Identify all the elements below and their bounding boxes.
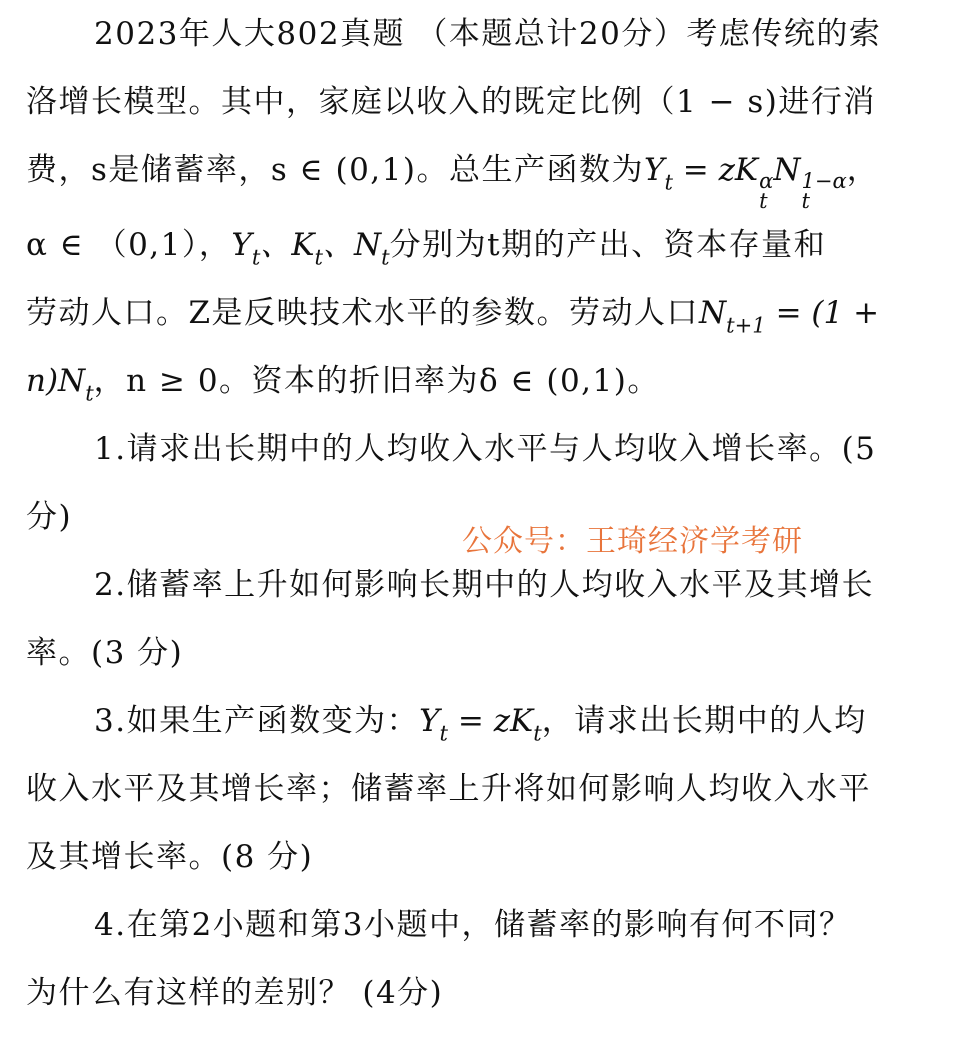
question-3-line-1-a: 3.如果生产函数变为： (94, 703, 420, 740)
labor-growth-formula-start: $N_{t+1} = (1$ + (699, 295, 880, 338)
intro-line-5 (26, 279, 932, 347)
question-1-line-2: 分) (26, 499, 73, 536)
question-2-line-1: 2.储蓄率上升如何影响长期中的人均收入水平及其增长 (94, 567, 875, 604)
question-3-line-1-b: ，请求出长期中的人均 (541, 703, 867, 740)
question-1-line-1: 1.请求出长期中的人均收入水平与人均收入增长率。(5 (94, 431, 877, 468)
intro-line-4 (26, 211, 932, 279)
intro-line-1: 2023年人大802真题 （本题总计20分）考虑传统的索 (94, 16, 882, 52)
watermark-text: 公众号：王琦经济学考研 (462, 525, 803, 558)
question-3 (26, 687, 932, 891)
question-4-line-2: 为什么有这样的差别？ (4分) (26, 975, 444, 1012)
variables-formula: $Y_t$、$K_t$、$N_t$ (231, 227, 390, 270)
question-3-line-2: 收入水平及其增长率；储蓄率上升将如何影响人均收入水平 (26, 771, 871, 808)
question-2-line-2: 率。(3 分) (26, 635, 184, 672)
intro-line-3: 费，s是储蓄率，s ∈ (0,1)。总生产函数为$Y_t$ = zK α t N 1−α t ， (26, 152, 880, 214)
question-4-line-1: 4.在第2小题和第3小题中，储蓄率的影响有何不同？ (94, 907, 852, 944)
intro-paragraph (26, 0, 932, 415)
intro-line-4-b: 分别为t期的产出、资本存量和 (389, 227, 827, 264)
document-page (26, 0, 932, 1027)
intro-line-6 (26, 347, 932, 415)
production-function-formula: $Y_t$ = zK α t N 1−α t (643, 152, 847, 214)
question-4 (26, 891, 932, 1027)
question-2 (26, 551, 932, 687)
question-3-line-1 (26, 687, 932, 755)
intro-line-6-text: ，n ≥ 0。资本的折旧率为δ ∈ (0,1)。 (93, 363, 660, 400)
intro-line-4-a: α ∈ （0,1）， (26, 227, 232, 264)
intro-line-5-text: 劳动人口。Z是反映技术水平的参数。劳动人口 (26, 295, 700, 332)
labor-growth-formula-end: $n)N_t$ (26, 363, 94, 406)
intro-line-2: 洛增长模型。其中，家庭以收入的既定比例（1 − s)进行消 (26, 84, 876, 120)
question-3-line-3: 及其增长率。(8 分) (26, 839, 314, 876)
new-production-function-formula: $Y_t = zK_t$ (419, 703, 542, 746)
intro-line-3-text: 费，s是储蓄率，s ∈ (0,1)。总生产函数为 (26, 152, 644, 188)
